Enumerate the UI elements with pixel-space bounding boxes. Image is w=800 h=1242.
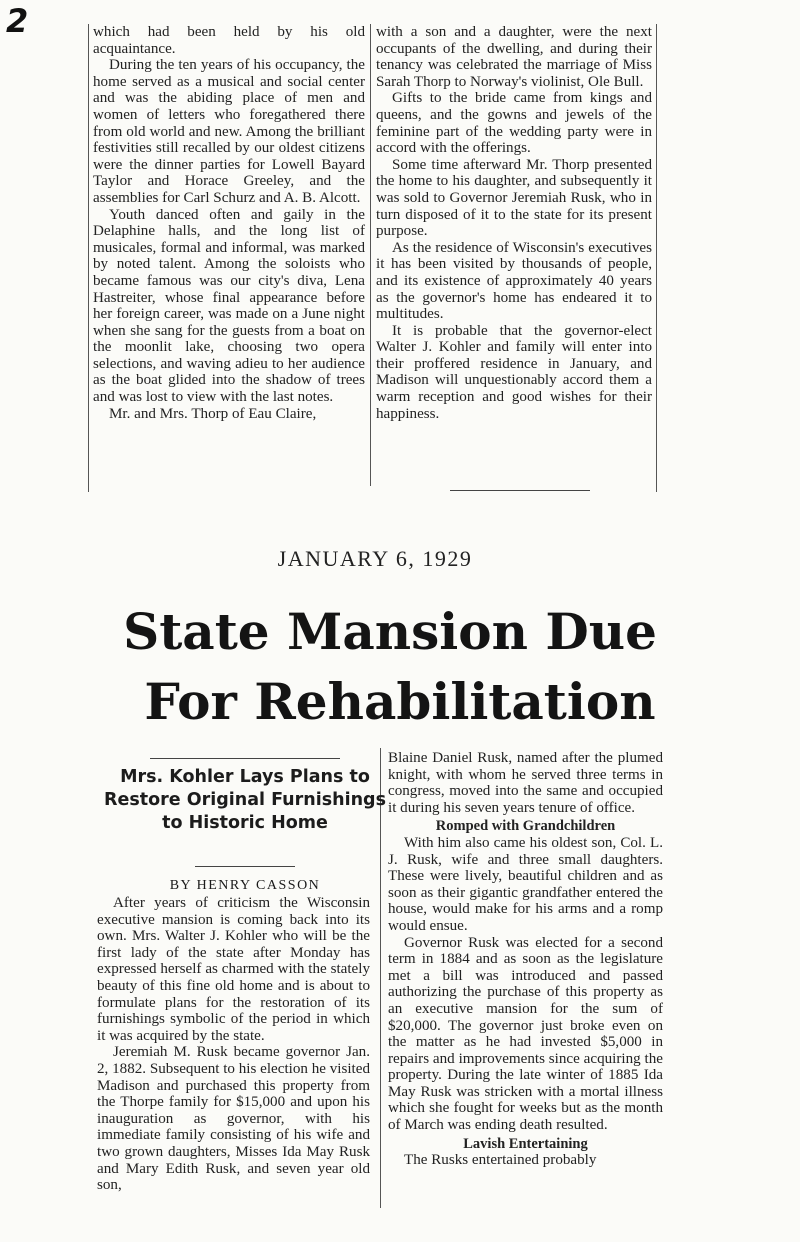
deck-rule (150, 758, 340, 759)
paragraph: with a son and a daughter, were the next occupants of the dwelling, and during their tenancy was celebrated the marriage of Miss Sarah Thorp to Norway's violinist, Ole Bull. (376, 24, 652, 90)
paragraph: As the residence of Wisconsin's executives it has been visited by thousands of people, and its existence of approximately 40 years as the governor's home has endeared it to multitudes. (376, 239, 652, 323)
column-rule (656, 24, 657, 492)
paragraph: Some time afterward Mr. Thorp presented the home to his daughter, and subsequently it was sold to Governor Jeremiah Rusk, who in turn disposed of it to the state for its present purpose. (376, 156, 652, 240)
paragraph: Blaine Daniel Rusk, named after the plumed knight, with whom he served three terms in congress, moved into the same and occupied it during his seven years tenure of office. (388, 750, 663, 816)
paragraph: After years of criticism the Wisconsin executive mansion is coming back into its own. Mrs. Walter J. Kohler who will be the first lady of the state after Monday has expressed herself as charmed with the stately beauty of this fine old home and is about to formulate plans for the restoration of its furnishings symbolic of the period in which it was acquired by the state. (97, 895, 370, 1044)
section-subhead: Romped with Grandchildren (435, 818, 616, 835)
bottom-right-column (388, 750, 663, 1169)
paragraph: which had been held by his old acquaintance. (93, 24, 365, 57)
paragraph: Youth danced often and gaily in the Delaphine halls, and the long list of musicales, formal and informal, was marked by noted talent. Among the soloists who became famous was our city's diva, Lena Hastreiter, whose final appearance before her foreign career, was made on a June night when she sang for the guests from a boat on the moonlit lake, choosing two opera selections, and waving adieu to her audience as the boat glided into the shadow of trees and was lost to view with the last notes. (93, 206, 365, 406)
paragraph: Mr. and Mrs. Thorp of Eau Claire, (109, 405, 317, 422)
paragraph: Gifts to the bride came from kings and queens, and the gowns and jewels of the feminine part of the wedding party were in accord with the offerings. (376, 90, 652, 157)
deck-subheadline: Mrs. Kohler Lays Plans to Restore Original Furnishings to Historic Home (103, 767, 387, 833)
section-subhead: Lavish Entertaining (463, 1135, 588, 1152)
paragraph: The Rusks entertained probably (404, 1152, 597, 1169)
paragraph: Governor Rusk was elected for a second term in 1884 and as soon as the legislature met a bill was introduced and passed authorizing the purchase of this property as an executive mansion for the sum of $20,000. The governor just broke even on the matter as he had invested $5,000 in repairs and improvements since acquiring the property. During the late winter of 1885 Ida May Rusk was stricken with a mortal illness which she fought for weeks but as the month of March was ending death resulted. (388, 934, 663, 1134)
paragraph: With him also came his oldest son, Col. L. J. Rusk, wife and three small daughters. These were lively, beautiful children and as soon as their gigantic grandfather entered the house, would make for his arms and a romp would ensue. (388, 834, 663, 934)
headline-line-2: For Rehabilitation (144, 672, 656, 731)
bottom-left-column (97, 895, 370, 1194)
deck-rule (195, 866, 295, 867)
top-left-column (93, 24, 365, 422)
paragraph: It is probable that the governor-elect Walter J. Kohler and family will enter into their proffered residence in January, and Madison will unquestionably accord them a warm reception and good wishes for their happiness. (376, 322, 652, 422)
page-number: 2 (6, 2, 29, 40)
top-right-column (376, 24, 652, 422)
dateline: JANUARY 6, 1929 (277, 546, 473, 571)
column-rule (88, 24, 89, 492)
byline: BY HENRY CASSON (169, 878, 321, 893)
headline-line-1: State Mansion Due (123, 602, 657, 661)
column-end-rule (450, 490, 590, 491)
paragraph: Jeremiah M. Rusk became governor Jan. 2, 1882. Subsequent to his election he visited Madison and purchased this property from the Thorpe family for $15,000 and upon his inauguration as governor, with his immediate family consisting of his wife and two grown daughters, Misses Ida May Rusk and Mary Edith Rusk, and seven year old son, (97, 1044, 370, 1194)
paragraph: During the ten years of his occupancy, the home served as a musical and social center and was the abiding place of men and women of letters who foregathered there from old world and new. Among the brilliant festivities still recalled by our oldest citizens were the dinner parties for Lowell Bayard Taylor and Horace Greeley, and the assemblies for Carl Schurz and A. B. Alcott. (93, 57, 365, 206)
column-rule (370, 24, 371, 486)
